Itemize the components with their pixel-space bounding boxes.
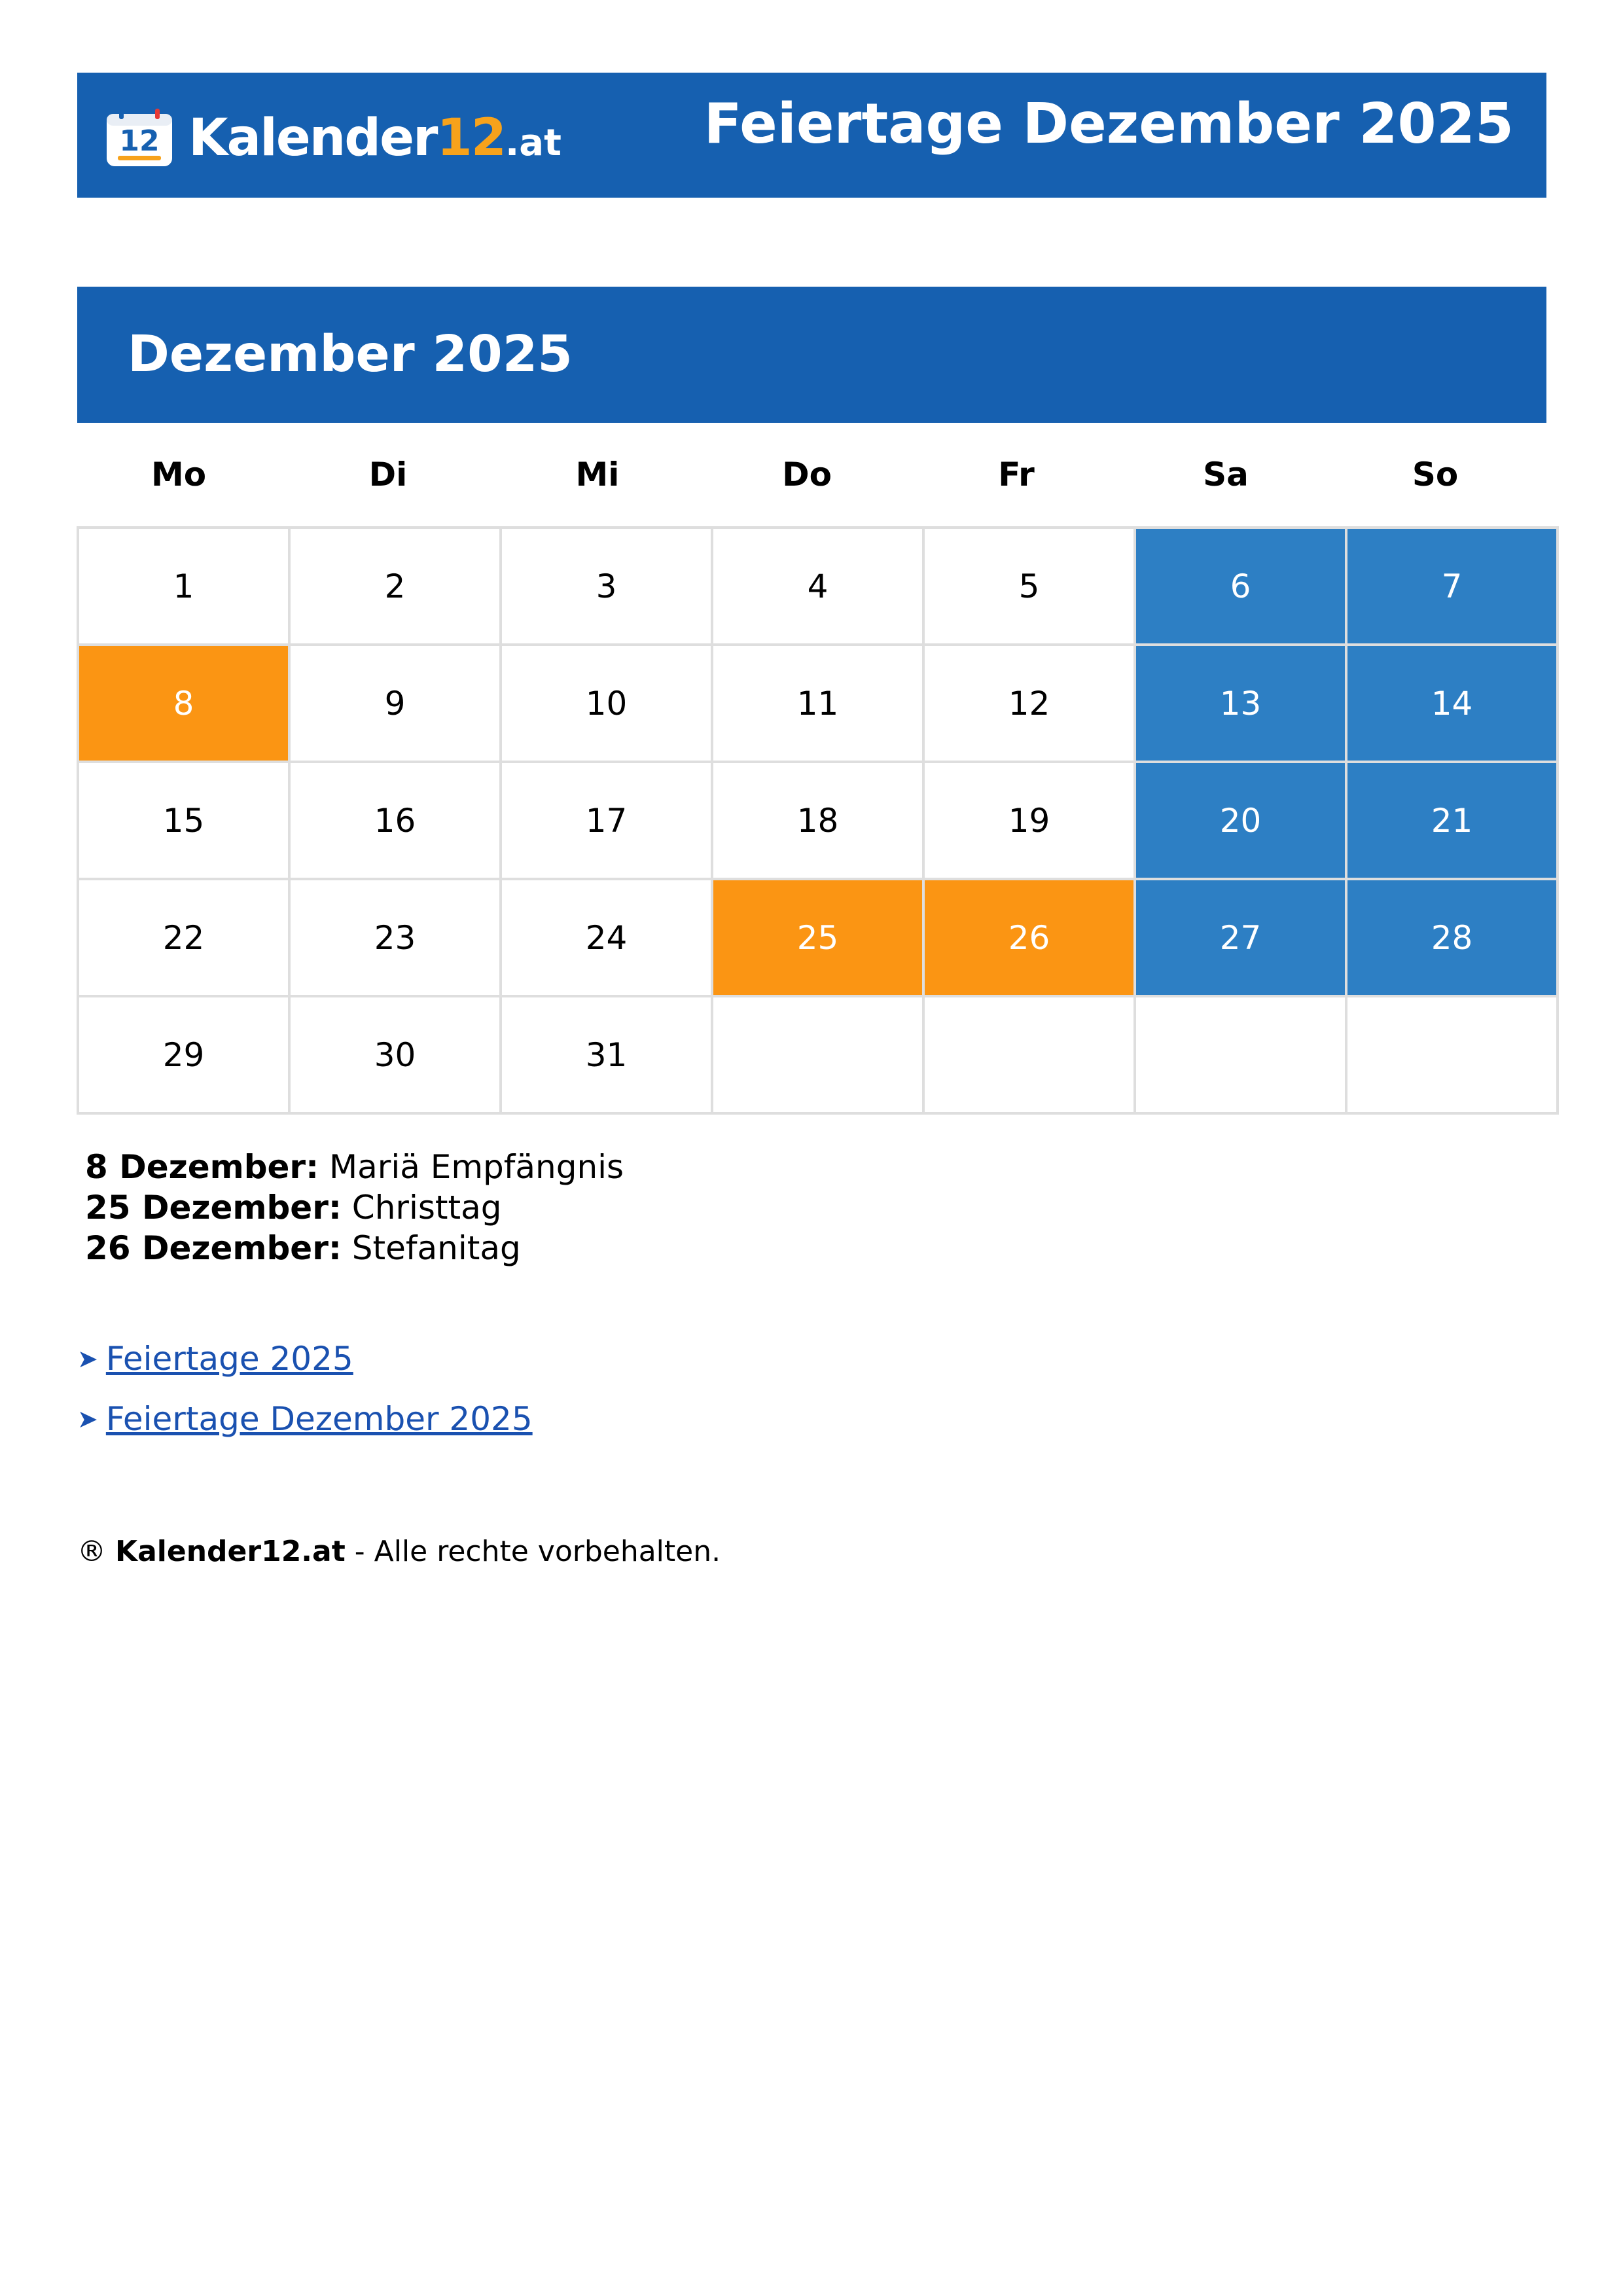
holiday-date: 8 Dezember: (85, 1148, 319, 1186)
day-cell: 29 (78, 996, 289, 1113)
link-feiertage-dezember-2025[interactable]: Feiertage Dezember 2025 (105, 1400, 533, 1438)
month-banner (77, 287, 1546, 423)
day-cell: 5 (923, 528, 1135, 645)
calendar-week (78, 645, 1558, 762)
weekend-day-cell: 28 (1346, 879, 1558, 996)
arrow-right-icon: ➤ (77, 1344, 98, 1373)
day-cell: 18 (712, 762, 923, 879)
day-cell: 16 (289, 762, 501, 879)
month-title: Dezember 2025 (128, 325, 573, 384)
day-cell: 22 (78, 879, 289, 996)
day-cell: 2 (289, 528, 501, 645)
logo-wordmark (188, 109, 562, 168)
footer (77, 1535, 721, 1568)
holiday-day-cell: 8 (78, 645, 289, 762)
registered-symbol: ® (77, 1535, 106, 1568)
empty-day-cell (1346, 996, 1558, 1113)
weekday-mi: Mi (575, 456, 620, 493)
calendar-week (78, 762, 1558, 879)
holiday-day-cell: 26 (923, 879, 1135, 996)
weekday-mo: Mo (151, 456, 207, 493)
calendar-grid (77, 526, 1559, 1115)
weekend-day-cell: 13 (1135, 645, 1346, 762)
weekend-day-cell: 7 (1346, 528, 1558, 645)
day-cell: 23 (289, 879, 501, 996)
day-cell: 15 (78, 762, 289, 879)
empty-day-cell (1135, 996, 1346, 1113)
weekday-fr: Fr (998, 456, 1035, 493)
calendar-week (78, 528, 1558, 645)
day-cell: 12 (923, 645, 1135, 762)
empty-day-cell (712, 996, 923, 1113)
day-cell: 4 (712, 528, 923, 645)
link-row (77, 1329, 533, 1389)
holiday-date: 25 Dezember: (85, 1189, 342, 1227)
calendar-week (78, 996, 1558, 1113)
holiday-list (85, 1147, 624, 1268)
day-cell: 10 (501, 645, 712, 762)
arrow-right-icon: ➤ (77, 1405, 98, 1433)
day-cell: 1 (78, 528, 289, 645)
day-cell: 17 (501, 762, 712, 879)
weekday-sa: Sa (1203, 456, 1249, 493)
link-feiertage-2025[interactable]: Feiertage 2025 (105, 1340, 353, 1378)
holiday-item (85, 1147, 624, 1187)
link-row (77, 1389, 533, 1449)
logo-name-tld: .at (505, 122, 562, 164)
holiday-item (85, 1187, 624, 1228)
day-cell: 31 (501, 996, 712, 1113)
weekend-day-cell: 14 (1346, 645, 1558, 762)
page-header (77, 73, 1546, 198)
day-cell: 11 (712, 645, 923, 762)
day-cell: 9 (289, 645, 501, 762)
weekend-day-cell: 27 (1135, 879, 1346, 996)
related-links (77, 1329, 533, 1449)
logo-icon-number: 12 (119, 124, 160, 158)
holiday-date: 26 Dezember: (85, 1229, 342, 1267)
calendar-logo-icon (105, 109, 174, 168)
weekday-do: Do (782, 456, 832, 493)
page-title: Feiertage Dezember 2025 (704, 92, 1514, 156)
footer-site-name: Kalender12.at (115, 1535, 346, 1568)
footer-text: - Alle rechte vorbehalten. (345, 1535, 721, 1568)
site-logo[interactable] (105, 105, 562, 171)
holiday-name: Christtag (351, 1189, 502, 1227)
weekend-day-cell: 6 (1135, 528, 1346, 645)
calendar-week (78, 879, 1558, 996)
holiday-name: Mariä Empfängnis (329, 1148, 624, 1186)
holiday-name: Stefanitag (351, 1229, 521, 1267)
logo-name-number: 12 (437, 109, 505, 168)
day-cell: 3 (501, 528, 712, 645)
weekday-di: Di (368, 456, 408, 493)
holiday-item (85, 1228, 624, 1268)
day-cell: 24 (501, 879, 712, 996)
weekend-day-cell: 20 (1135, 762, 1346, 879)
logo-name-prefix: Kalender (188, 109, 437, 168)
weekend-day-cell: 21 (1346, 762, 1558, 879)
weekday-header (77, 445, 1543, 504)
holiday-day-cell: 25 (712, 879, 923, 996)
empty-day-cell (923, 996, 1135, 1113)
day-cell: 30 (289, 996, 501, 1113)
day-cell: 19 (923, 762, 1135, 879)
weekday-so: So (1412, 456, 1459, 493)
